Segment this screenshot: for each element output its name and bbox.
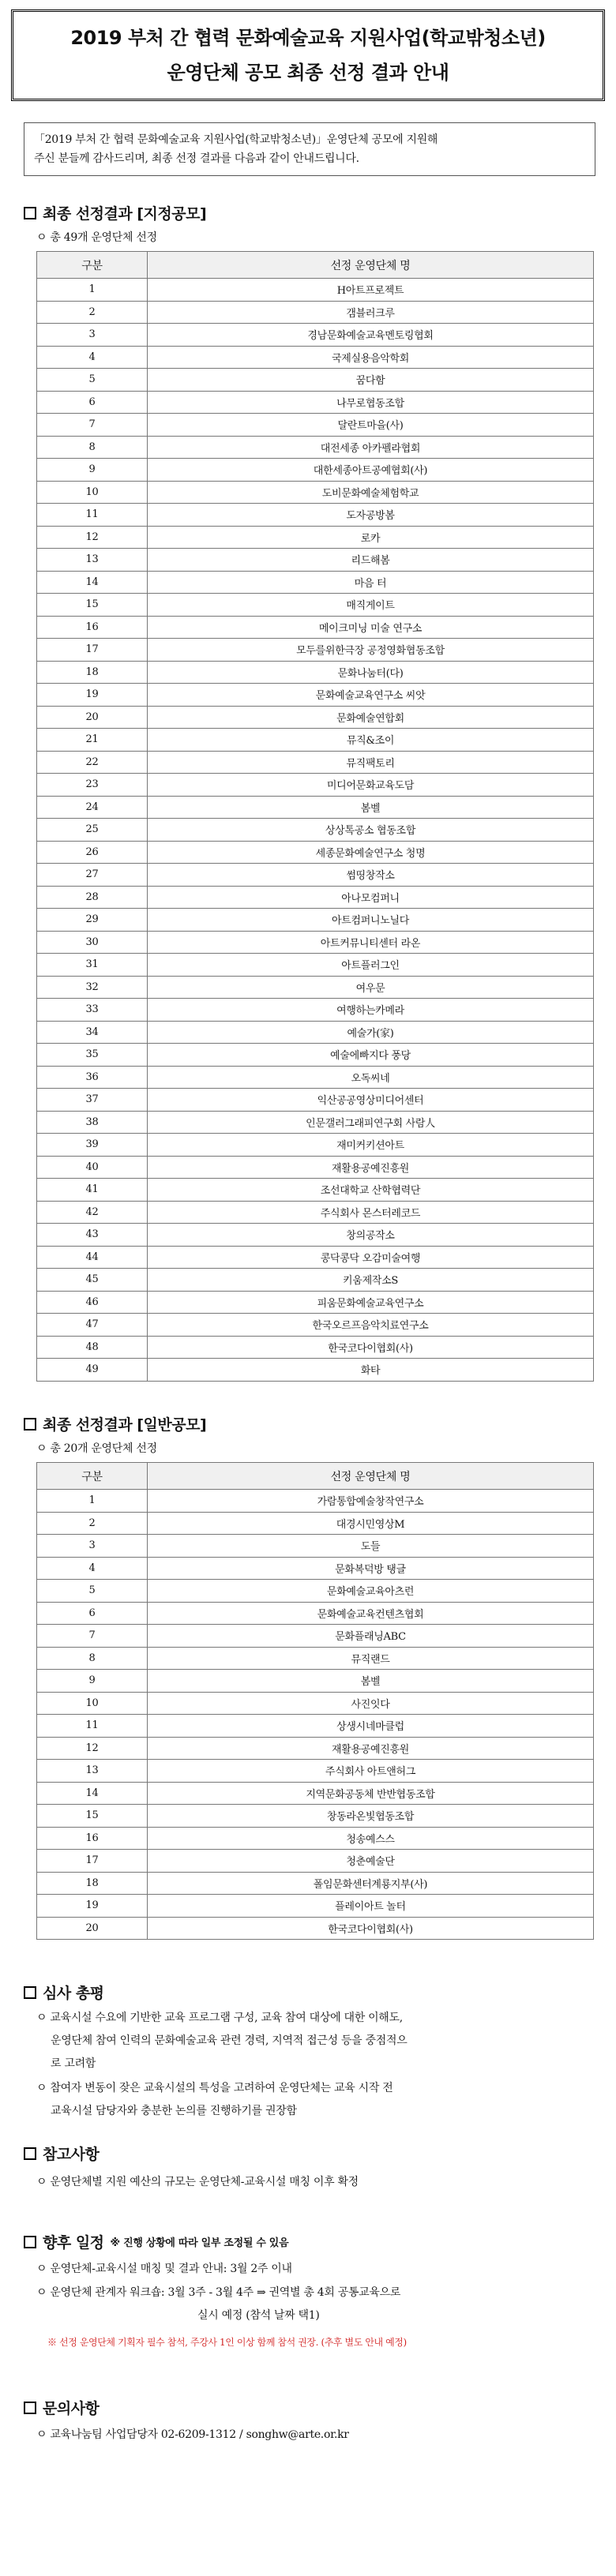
row-number: 11 bbox=[37, 1715, 148, 1738]
table-row bbox=[37, 436, 594, 459]
col-header-org: 선정 운영단체 명 bbox=[148, 1463, 594, 1490]
row-number: 23 bbox=[37, 774, 148, 797]
org-name: 여우문 bbox=[148, 976, 594, 999]
row-number: 19 bbox=[37, 1895, 148, 1918]
section5-heading-text: 향후 일정 bbox=[43, 2234, 104, 2252]
org-name: 아트컴퍼니노닐다 bbox=[148, 909, 594, 932]
table-row bbox=[37, 1512, 594, 1535]
org-name: 콩닥콩닥 오감미술여행 bbox=[148, 1246, 594, 1269]
row-number: 24 bbox=[37, 796, 148, 819]
org-name: 아나모컴퍼니 bbox=[148, 886, 594, 909]
table-row bbox=[37, 1670, 594, 1693]
row-number: 26 bbox=[37, 841, 148, 864]
row-number: 22 bbox=[37, 751, 148, 774]
org-name: 도비문화예술체험학교 bbox=[148, 481, 594, 504]
table-row bbox=[37, 616, 594, 639]
row-number: 1 bbox=[37, 1490, 148, 1513]
row-number: 40 bbox=[37, 1156, 148, 1179]
table-row bbox=[37, 549, 594, 572]
table-row bbox=[37, 774, 594, 797]
section6-heading bbox=[24, 2397, 99, 2418]
section4-heading bbox=[24, 2143, 99, 2164]
org-name: 재활용공예진흥원 bbox=[148, 1156, 594, 1179]
section5-note: ※ 진행 상황에 따라 일부 조정될 수 있음 bbox=[110, 2237, 289, 2249]
checkbox-square-icon bbox=[24, 2402, 36, 2414]
org-name: 달란트마을(사) bbox=[148, 414, 594, 437]
intro-box bbox=[24, 122, 595, 176]
table-row bbox=[37, 1805, 594, 1828]
org-name: 피움문화예술교육연구소 bbox=[148, 1291, 594, 1314]
table-row bbox=[37, 751, 594, 774]
table-row bbox=[37, 594, 594, 617]
row-number: 6 bbox=[37, 391, 148, 414]
table-row bbox=[37, 301, 594, 324]
table-row bbox=[37, 1580, 594, 1603]
section3-heading-text: 심사 총평 bbox=[43, 1985, 104, 2002]
row-number: 13 bbox=[37, 1760, 148, 1783]
table-row bbox=[37, 1782, 594, 1805]
row-number: 18 bbox=[37, 661, 148, 684]
org-name: 로카 bbox=[148, 526, 594, 549]
row-number: 13 bbox=[37, 549, 148, 572]
table-row bbox=[37, 1715, 594, 1738]
table-row bbox=[37, 324, 594, 347]
row-number: 4 bbox=[37, 1557, 148, 1580]
row-number: 21 bbox=[37, 729, 148, 752]
row-number: 20 bbox=[37, 706, 148, 729]
row-number: 20 bbox=[37, 1917, 148, 1940]
row-number: 2 bbox=[37, 1512, 148, 1535]
table-row bbox=[37, 1535, 594, 1558]
table-row bbox=[37, 481, 594, 504]
table-row bbox=[37, 1044, 594, 1067]
row-number: 33 bbox=[37, 999, 148, 1022]
table-row bbox=[37, 841, 594, 864]
table-row bbox=[37, 1089, 594, 1112]
title-box bbox=[11, 9, 605, 101]
org-name: 아트커뮤니티센터 라온 bbox=[148, 931, 594, 954]
row-number: 39 bbox=[37, 1134, 148, 1157]
row-number: 1 bbox=[37, 279, 148, 302]
org-name: 도자공방봄 bbox=[148, 504, 594, 527]
row-number: 37 bbox=[37, 1089, 148, 1112]
row-number: 7 bbox=[37, 414, 148, 437]
row-number: 16 bbox=[37, 616, 148, 639]
review-p1-line3: 로 고려함 bbox=[51, 2057, 96, 2070]
row-number: 34 bbox=[37, 1021, 148, 1044]
row-number: 19 bbox=[37, 684, 148, 707]
row-number: 14 bbox=[37, 571, 148, 594]
org-name: 마음 터 bbox=[148, 571, 594, 594]
row-number: 12 bbox=[37, 526, 148, 549]
review-p1-line1: ㅇ 교육시설 수요에 기반한 교육 프로그램 구성, 교육 참여 대상에 대한 이해도, bbox=[36, 2012, 403, 2024]
org-name: 청춘예술단 bbox=[148, 1850, 594, 1873]
row-number: 29 bbox=[37, 909, 148, 932]
table-row bbox=[37, 1557, 594, 1580]
table-row bbox=[37, 1359, 594, 1382]
review-paragraph-1 bbox=[36, 2007, 589, 2075]
org-name: 한국코다이협회(사) bbox=[148, 1917, 594, 1940]
row-number: 17 bbox=[37, 1850, 148, 1873]
table-row bbox=[37, 504, 594, 527]
table-row bbox=[37, 729, 594, 752]
section3-heading bbox=[24, 1982, 104, 2003]
table-row bbox=[37, 1021, 594, 1044]
table-row bbox=[37, 1134, 594, 1157]
org-name: 문화예술교육연구소 씨앗 bbox=[148, 684, 594, 707]
page-title-line1: 2019 부처 간 협력 문화예술교육 지원사업(학교밖청소년) bbox=[70, 27, 546, 49]
section2-heading-text: 최종 선정결과 [일반공모] bbox=[43, 1416, 207, 1434]
org-name: 플레이아트 놀터 bbox=[148, 1895, 594, 1918]
row-number: 45 bbox=[37, 1269, 148, 1292]
table-row bbox=[37, 661, 594, 684]
row-number: 17 bbox=[37, 639, 148, 662]
row-number: 47 bbox=[37, 1314, 148, 1337]
org-name: 문화예술교육아츠런 bbox=[148, 1580, 594, 1603]
org-name: H아트프로젝트 bbox=[148, 279, 594, 302]
table-row bbox=[37, 1111, 594, 1134]
row-number: 42 bbox=[37, 1201, 148, 1224]
org-name: 익산공공영상미디어센터 bbox=[148, 1089, 594, 1112]
table-row bbox=[37, 1201, 594, 1224]
table-designated bbox=[36, 251, 594, 1382]
row-number: 46 bbox=[37, 1291, 148, 1314]
table-row bbox=[37, 999, 594, 1022]
checkbox-square-icon bbox=[24, 2236, 36, 2248]
table-row bbox=[37, 706, 594, 729]
table-row bbox=[37, 931, 594, 954]
org-name: 대경시민영상M bbox=[148, 1512, 594, 1535]
row-number: 36 bbox=[37, 1066, 148, 1089]
review-p1-line2: 운영단체 참여 인력의 문화예술교육 관련 경력, 지역적 접근성 등을 중점적으 bbox=[51, 2034, 408, 2047]
table-row bbox=[37, 1827, 594, 1850]
table-row bbox=[37, 1269, 594, 1292]
row-number: 48 bbox=[37, 1336, 148, 1359]
reference-paragraph: ㅇ 운영단체별 지원 예산의 규모는 운영단체-교육시설 매칭 이후 확정 bbox=[36, 2176, 359, 2188]
table-header-row bbox=[37, 252, 594, 279]
org-name: 아트플러그인 bbox=[148, 954, 594, 977]
org-name: 대전세종 아카펠라협회 bbox=[148, 436, 594, 459]
org-name: 지역문화공동체 반반협동조합 bbox=[148, 1782, 594, 1805]
table-general bbox=[36, 1462, 594, 1940]
table-row bbox=[37, 639, 594, 662]
row-number: 8 bbox=[37, 436, 148, 459]
org-name: 리드해봄 bbox=[148, 549, 594, 572]
row-number: 14 bbox=[37, 1782, 148, 1805]
table-row bbox=[37, 391, 594, 414]
org-name: 경남문화예술교육멘토링협회 bbox=[148, 324, 594, 347]
row-number: 5 bbox=[37, 369, 148, 392]
table-row bbox=[37, 796, 594, 819]
table-row bbox=[37, 1156, 594, 1179]
row-number: 15 bbox=[37, 1805, 148, 1828]
table-row bbox=[37, 1895, 594, 1918]
org-name: 모두를위한극장 공정영화협동조합 bbox=[148, 639, 594, 662]
section6-heading-text: 문의사항 bbox=[43, 2400, 100, 2417]
row-number: 10 bbox=[37, 481, 148, 504]
row-number: 18 bbox=[37, 1872, 148, 1895]
schedule-p2-line1: ㅇ 운영단체 관계자 워크숍: 3월 3주 - 3월 4주 ⇒ 권역별 총 4회 공통교육으로 bbox=[36, 2286, 401, 2299]
section2-sub: ㅇ 총 20개 운영단체 선정 bbox=[36, 1442, 157, 1455]
table-row bbox=[37, 1760, 594, 1783]
row-number: 25 bbox=[37, 819, 148, 842]
table-row bbox=[37, 886, 594, 909]
table-row bbox=[37, 684, 594, 707]
table-row bbox=[37, 1625, 594, 1648]
org-name: 한국코다이협회(사) bbox=[148, 1336, 594, 1359]
intro-line2: 주신 분들께 감사드리며, 최종 선정 결과를 다음과 같이 안내드립니다. bbox=[34, 152, 359, 165]
row-number: 38 bbox=[37, 1111, 148, 1134]
section2-heading bbox=[24, 1413, 206, 1434]
row-number: 49 bbox=[37, 1359, 148, 1382]
section1-heading-text: 최종 선정결과 [지정공모] bbox=[43, 205, 207, 223]
page-title-line2: 운영단체 공모 최종 선정 결과 안내 bbox=[167, 62, 449, 84]
table-row bbox=[37, 414, 594, 437]
table-row bbox=[37, 1224, 594, 1247]
org-name: 여행하는카메라 bbox=[148, 999, 594, 1022]
org-name: 국제실용음악학회 bbox=[148, 346, 594, 369]
org-name: 뮤직팩토리 bbox=[148, 751, 594, 774]
row-number: 3 bbox=[37, 1535, 148, 1558]
row-number: 3 bbox=[37, 324, 148, 347]
checkbox-square-icon bbox=[24, 2147, 36, 2160]
col-header-org: 선정 운영단체 명 bbox=[148, 252, 594, 279]
org-name: 봄벨 bbox=[148, 1670, 594, 1693]
org-name: 상상톡공소 협동조합 bbox=[148, 819, 594, 842]
row-number: 12 bbox=[37, 1737, 148, 1760]
table-row bbox=[37, 571, 594, 594]
row-number: 41 bbox=[37, 1179, 148, 1202]
org-name: 예술에빠지다 풍당 bbox=[148, 1044, 594, 1067]
row-number: 16 bbox=[37, 1827, 148, 1850]
org-name: 썸띵창작소 bbox=[148, 864, 594, 887]
table-header-row bbox=[37, 1463, 594, 1490]
schedule-p2-line2: 실시 예정 (참석 날짜 택1) bbox=[197, 2309, 320, 2322]
schedule-paragraph-2 bbox=[36, 2282, 589, 2327]
section1-heading bbox=[24, 202, 206, 223]
org-name: 오독씨네 bbox=[148, 1066, 594, 1089]
review-paragraph-2 bbox=[36, 2077, 589, 2123]
section5-heading bbox=[24, 2231, 288, 2252]
org-name: 나무로협동조합 bbox=[148, 391, 594, 414]
row-number: 27 bbox=[37, 864, 148, 887]
table-row bbox=[37, 954, 594, 977]
checkbox-square-icon bbox=[24, 1418, 36, 1430]
org-name: 재미커키션아트 bbox=[148, 1134, 594, 1157]
table-row bbox=[37, 909, 594, 932]
org-name: 창의공작소 bbox=[148, 1224, 594, 1247]
org-name: 창동라온빛협동조합 bbox=[148, 1805, 594, 1828]
table-row bbox=[37, 1917, 594, 1940]
row-number: 30 bbox=[37, 931, 148, 954]
org-name: 주식회사 아트앤허그 bbox=[148, 1760, 594, 1783]
table-row bbox=[37, 1246, 594, 1269]
org-name: 인문갤러그래피연구회 사람人 bbox=[148, 1111, 594, 1134]
org-name: 대한세종아트공예협회(사) bbox=[148, 459, 594, 482]
row-number: 9 bbox=[37, 459, 148, 482]
org-name: 조선대학교 산학협력단 bbox=[148, 1179, 594, 1202]
section4-heading-text: 참고사항 bbox=[43, 2146, 100, 2163]
review-p2-line1: ㅇ 참여자 변동이 잦은 교육시설의 특성을 고려하여 운영단체는 교육 시작 전 bbox=[36, 2082, 393, 2094]
row-number: 10 bbox=[37, 1692, 148, 1715]
table-row bbox=[37, 1179, 594, 1202]
review-p2-line2: 교육시설 담당자와 충분한 논의를 진행하기를 권장함 bbox=[51, 2105, 297, 2117]
col-header-no: 구분 bbox=[37, 252, 148, 279]
row-number: 35 bbox=[37, 1044, 148, 1067]
row-number: 8 bbox=[37, 1647, 148, 1670]
row-number: 2 bbox=[37, 301, 148, 324]
org-name: 주식회사 몬스터레코드 bbox=[148, 1201, 594, 1224]
table-row bbox=[37, 976, 594, 999]
org-name: 메이크미닝 미술 연구소 bbox=[148, 616, 594, 639]
row-number: 5 bbox=[37, 1580, 148, 1603]
org-name: 도들 bbox=[148, 1535, 594, 1558]
org-name: 뮤직랜드 bbox=[148, 1647, 594, 1670]
checkbox-square-icon bbox=[24, 1986, 36, 1999]
org-name: 매직게이트 bbox=[148, 594, 594, 617]
table-row bbox=[37, 1872, 594, 1895]
row-number: 28 bbox=[37, 886, 148, 909]
table-row bbox=[37, 1647, 594, 1670]
row-number: 32 bbox=[37, 976, 148, 999]
table-row bbox=[37, 279, 594, 302]
org-name: 가람통합예술창작연구소 bbox=[148, 1490, 594, 1513]
org-name: 예술가(家) bbox=[148, 1021, 594, 1044]
org-name: 갬블러크루 bbox=[148, 301, 594, 324]
attendance-note: ※ 선정 운영단체 기획자 필수 참석, 주강사 1인 이상 함께 참석 권장. (추후 별도 안내 예정) bbox=[47, 2337, 407, 2348]
row-number: 11 bbox=[37, 504, 148, 527]
row-number: 31 bbox=[37, 954, 148, 977]
row-number: 43 bbox=[37, 1224, 148, 1247]
col-header-no: 구분 bbox=[37, 1463, 148, 1490]
row-number: 7 bbox=[37, 1625, 148, 1648]
org-name: 문화복덕방 탱글 bbox=[148, 1557, 594, 1580]
row-number: 4 bbox=[37, 346, 148, 369]
table-row bbox=[37, 864, 594, 887]
org-name: 문화나눔터(다) bbox=[148, 661, 594, 684]
org-name: 문화예술연합회 bbox=[148, 706, 594, 729]
org-name: 문화플래닝ABC bbox=[148, 1625, 594, 1648]
checkbox-square-icon bbox=[24, 207, 36, 219]
org-name: 뮤직&조이 bbox=[148, 729, 594, 752]
row-number: 44 bbox=[37, 1246, 148, 1269]
table-row bbox=[37, 346, 594, 369]
org-name: 미디어문화교육도담 bbox=[148, 774, 594, 797]
table-row bbox=[37, 1692, 594, 1715]
table-row bbox=[37, 1336, 594, 1359]
schedule-paragraph-1: ㅇ 운영단체-교육시설 매칭 및 결과 안내: 3월 2주 이내 bbox=[36, 2263, 292, 2275]
table-row bbox=[37, 1490, 594, 1513]
table-row bbox=[37, 1850, 594, 1873]
row-number: 9 bbox=[37, 1670, 148, 1693]
org-name: 화타 bbox=[148, 1359, 594, 1382]
org-name: 한국오르프음악치료연구소 bbox=[148, 1314, 594, 1337]
table-row bbox=[37, 819, 594, 842]
org-name: 키움제작소S bbox=[148, 1269, 594, 1292]
org-name: 세종문화예술연구소 청명 bbox=[148, 841, 594, 864]
table-row bbox=[37, 1291, 594, 1314]
row-number: 15 bbox=[37, 594, 148, 617]
org-name: 재활용공예진흥원 bbox=[148, 1737, 594, 1760]
contact-paragraph: ㅇ 교육나눔팀 사업담당자 02-6209-1312 / songhw@arte.or.kr bbox=[36, 2428, 349, 2441]
section1-sub: ㅇ 총 49개 운영단체 선정 bbox=[36, 231, 157, 244]
org-name: 상생시네마클럽 bbox=[148, 1715, 594, 1738]
org-name: 사진잇다 bbox=[148, 1692, 594, 1715]
table-row bbox=[37, 369, 594, 392]
table-row bbox=[37, 526, 594, 549]
table-row bbox=[37, 1737, 594, 1760]
org-name: 폴임문화센터계룡지부(사) bbox=[148, 1872, 594, 1895]
table-row bbox=[37, 459, 594, 482]
org-name: 꿈다함 bbox=[148, 369, 594, 392]
table-row bbox=[37, 1314, 594, 1337]
row-number: 6 bbox=[37, 1602, 148, 1625]
table-row bbox=[37, 1602, 594, 1625]
org-name: 문화예술교육컨텐츠협회 bbox=[148, 1602, 594, 1625]
org-name: 청송예스스 bbox=[148, 1827, 594, 1850]
table-row bbox=[37, 1066, 594, 1089]
org-name: 봄벨 bbox=[148, 796, 594, 819]
intro-line1: 「2019 부처 간 협력 문화예술교육 지원사업(학교밖청소년)」운영단체 공모에 지원해 bbox=[34, 133, 438, 146]
